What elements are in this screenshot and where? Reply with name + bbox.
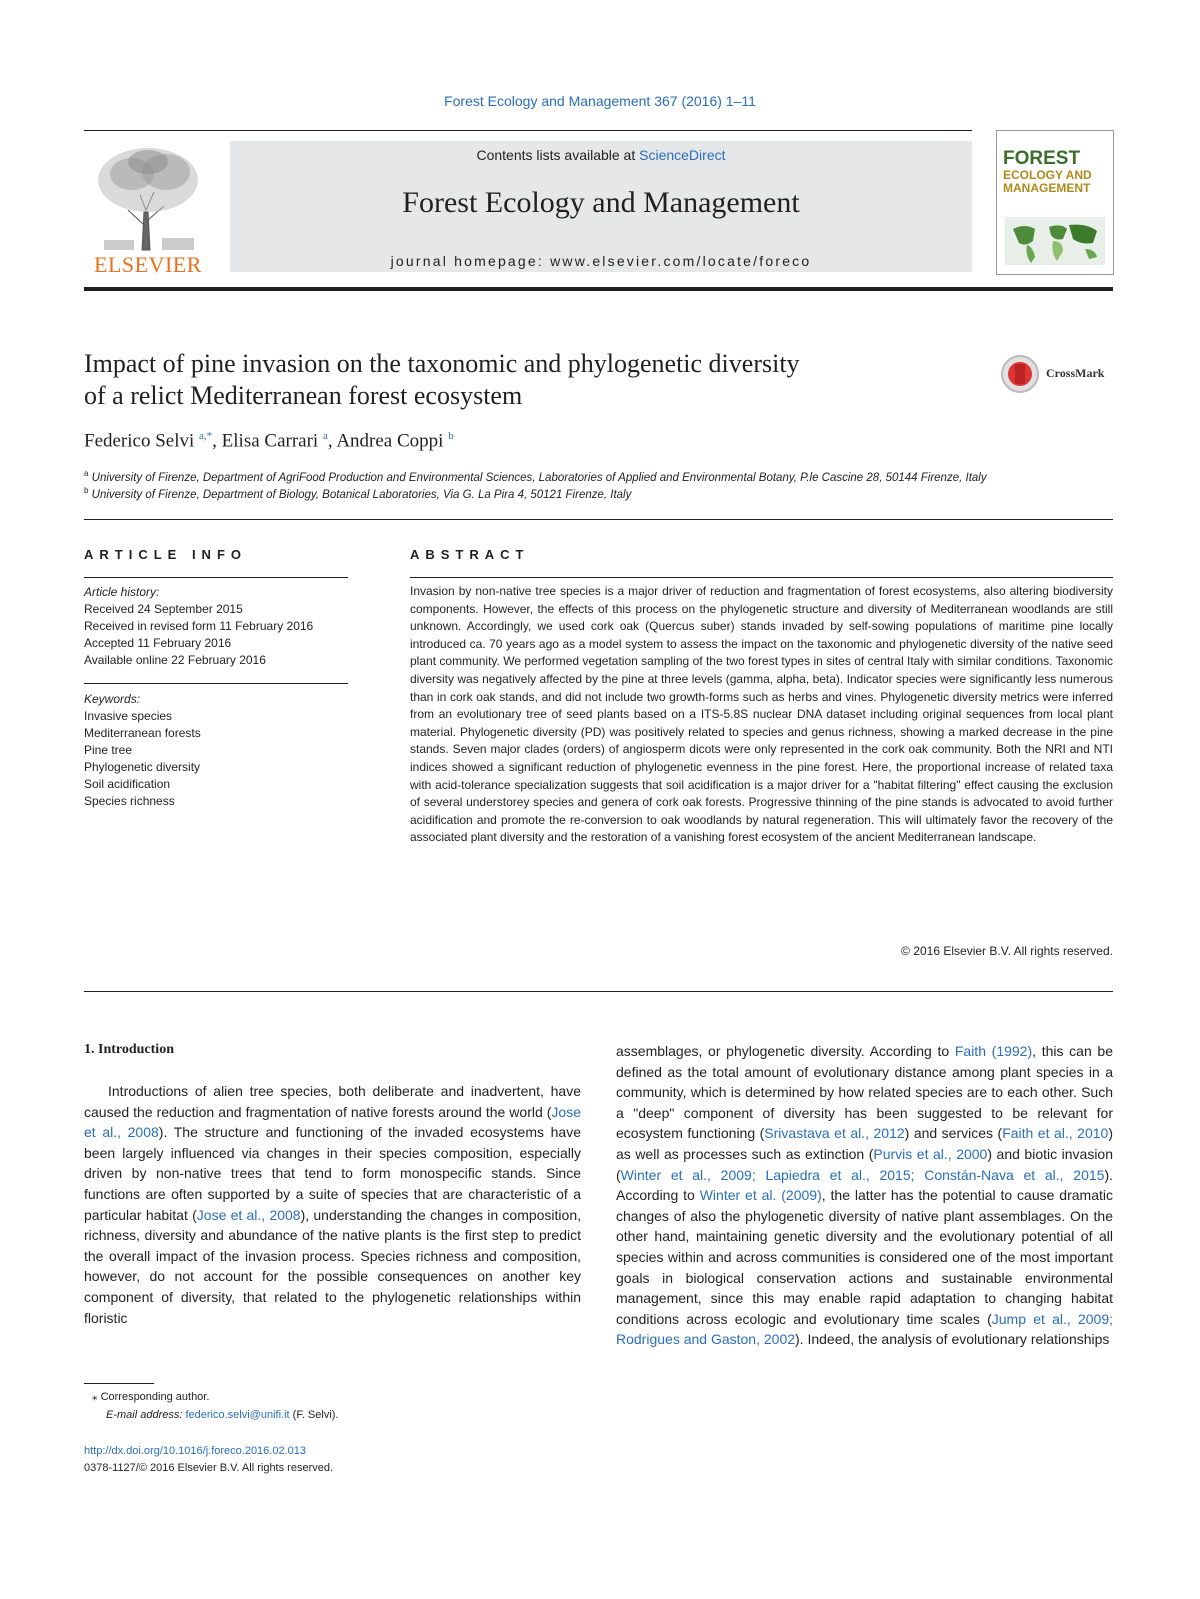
doi-link[interactable]: http://dx.doi.org/10.1016/j.foreco.2016.02.013 (84, 1445, 306, 1457)
citation-link[interactable]: Jose et al., 2008 (84, 1103, 581, 1141)
author-affiliation-marker[interactable]: a (322, 430, 328, 442)
affiliation-a-text: University of Firenze, Department of AgriFood Production and Environmental Sciences, Laboratories of Applied and Environmental Botany, P.le Cascine 28, 50144 Firenze, Italy (91, 471, 987, 484)
journal-cover-thumbnail[interactable] (996, 130, 1114, 275)
corresponding-mark: ⁎ (92, 1391, 98, 1403)
affiliation-b-marker: b (84, 486, 89, 495)
citation-link[interactable]: Winter et al., 2009; Lapiedra et al., 2015; Constán-Nava et al., 2015 (620, 1166, 1105, 1183)
introduction-heading: 1. Introduction (84, 1042, 174, 1057)
body-text: ). Indeed, the analysis of evolutionary relationships (795, 1331, 1110, 1348)
article-title (84, 348, 964, 412)
affiliations-rule (84, 519, 1113, 520)
citation-link[interactable]: Srivastava et al., 2012 (764, 1125, 905, 1142)
body-text: ). The structure and functioning of the invaded ecosystems have been largely influenced via changes in their species composition, especially driven by non-native trees that tend to form monospecific stands. Since functions are often supported by a suite of species that are characteristic of a particular habitat ( (84, 1124, 581, 1223)
author-affiliation-marker[interactable]: b (448, 430, 454, 442)
email-note (106, 1407, 339, 1424)
citation-link[interactable]: Faith (1992) (954, 1043, 1033, 1059)
abstract-heading: ABSTRACT (410, 547, 530, 562)
crossmark-badge[interactable] (1000, 354, 1118, 394)
citation-link[interactable]: Jump et al., 2009; Rodrigues and Gaston, 2002 (616, 1310, 1113, 1348)
citation-link[interactable]: Winter et al. (2009) (699, 1187, 822, 1204)
author-separator: , (327, 430, 337, 452)
author-separator: , (212, 430, 222, 452)
keywords-rule (84, 683, 348, 684)
keyword-item: Mediterranean forests (84, 726, 201, 740)
keyword-item: Soil acidification (84, 777, 171, 791)
history-revised: Received in revised form 11 February 2016 (84, 619, 314, 633)
article-history-label: Article history: (84, 585, 160, 599)
affiliation-a (84, 469, 987, 484)
email-suffix: (F. Selvi). (289, 1409, 339, 1421)
author-name: Andrea Coppi (336, 430, 449, 452)
introduction-column-2 (616, 1041, 1113, 1350)
contents-prefix: Contents lists available at (476, 147, 640, 163)
sciencedirect-link[interactable]: ScienceDirect (639, 147, 726, 163)
author-name: Federico Selvi (84, 430, 200, 452)
citation-link[interactable]: Jose et al., 2008 (196, 1206, 301, 1223)
body-text: , this can be defined as the total amount of evolutionary distance among plant species in a community, which is determined by how related species are to each other. Such a "deep" component of diversity has been suggested to be relevant for ecosystem functioning ( (616, 1043, 1113, 1142)
abstract-text: Invasion by non-native tree species is a major driver of reduction and fragmentation of forest ecosystems, also altering biodiversity components. However, the effects of this process on the phylogenetic structure and diversity of Mediterranean woodlands are still unknown. Accordingly, we used cork oak (Quercus suber) stands invaded by self-sowing populations of maritime pine locally introduced ca. 70 years ago as a model system to assess the impact on the taxonomic and phylogenetic diversity of the native seed plant community. We performed vegetation sampling of the two forest types in sites of central Italy with similar conditions. Taxonomic diversity was negatively affected by the pine at three levels (gamma, alpha, beta). Indicator species were significantly less numerous than in cork oak stands, and did not include two growth-forms such as herbs and vines. Phylogenetic diversity metrics were inferred from an evolutionary tree of seed plants based on a ITS-5.8S nuclear DNA dataset including original sequences from local plant material. Phylogenetic diversity (PD) was positively related to species and genus richness, showing a marked decrease in the pine stands. Seven major clades (orders) of angiosperm dicots were only represented in the cork oak community. Both the NRI and NTI indices showed a significant reduction of phylogenetic evenness in the pine forest. Here, the proportional increase of related taxa with acid-tolerance specialization suggests that soil acidification is a major driver for a "habitat filtering" effect causing the exclusion of several understorey species and genera of cork oak forests. Progressive thinning of the pine stands is advocated to avoid further acidification and promote the re-conversion to oak woodlands by natural regeneration. This will ultimately favor the recovery of the associated plant diversity and the restoration of a vanishing forest ecosystem of the ancient Mediterranean landscape. (410, 584, 1113, 845)
corresponding-author-note (92, 1389, 209, 1406)
article-title-line-2: of a relict Mediterranean forest ecosystem (84, 381, 523, 410)
keyword-item: Pine tree (84, 743, 133, 757)
article-info-rule (84, 577, 348, 578)
affiliation-b (84, 486, 631, 501)
header-top-rule (84, 130, 972, 131)
email-label: E-mail address: (106, 1409, 186, 1421)
abstract-rule (410, 577, 1113, 578)
affiliation-a-marker: a (84, 469, 89, 478)
author-affiliation-marker[interactable]: a,* (199, 430, 213, 442)
article-title-line-1: Impact of pine invasion on the taxonomic and phylogenetic diversity (84, 349, 800, 378)
history-received: Received 24 September 2015 (84, 602, 243, 616)
cover-title-line-3: MANAGEMENT (1003, 181, 1091, 195)
header-bottom-rule (84, 287, 1113, 291)
history-online: Available online 22 February 2016 (84, 653, 266, 667)
abstract-copyright: © 2016 Elsevier B.V. All rights reserved. (901, 944, 1113, 958)
issn-copyright: 0378-1127/© 2016 Elsevier B.V. All rights reserved. (84, 1462, 334, 1474)
author-name: Elisa Carrari (221, 430, 323, 452)
body-text: , the latter has the potential to cause dramatic changes of also the phylogenetic diversity of native plant assemblages. On the other hand, maintaining genetic diversity and the evolutionary potential of all species within and across communities is considered one of the most important goals in biological conservation actions and sustainable environmental management, since this may enable rapid adaptation to changing habitat conditions across ecologic and evolutionary time scales ( (616, 1187, 1113, 1327)
cover-title-line-2: ECOLOGY AND (1003, 168, 1092, 182)
body-text: ). According to (616, 1166, 1113, 1204)
cover-title-line-1: FOREST (1003, 148, 1081, 169)
keyword-item: Species richness (84, 794, 175, 808)
footnote-rule (84, 1383, 154, 1384)
body-text: ) as well as processes such as extinction ( (616, 1125, 1113, 1162)
citation-link[interactable]: Purvis et al., 2000 (873, 1145, 988, 1162)
journal-title: Forest Ecology and Management (402, 186, 800, 219)
body-text: assemblages, or phylogenetic diversity. According to (616, 1043, 955, 1059)
corresponding-author-label: Corresponding author. (100, 1391, 210, 1403)
keyword-item: Invasive species (84, 709, 173, 723)
crossmark-icon (1000, 354, 1040, 394)
introduction-column-1 (84, 1081, 581, 1328)
cover-title (1003, 149, 1092, 195)
affiliation-b-text: University of Firenze, Department of Biology, Botanical Laboratories, Via G. La Pira 4, 50121 Firenze, Italy (91, 488, 632, 501)
author-list (84, 430, 454, 452)
journal-citation[interactable]: Forest Ecology and Management 367 (2016) 1–11 (444, 93, 756, 109)
body-text: ), understanding the changes in composition, richness, diversity and abundance of the native plants is the first step to predict the overall impact of the invasion process. Species richness and composition, however, do not account for the possible consequences on another key component of diversity, that related to the phylogenetic relationships within floristic (84, 1206, 581, 1326)
contents-available (230, 147, 972, 163)
cover-world-map-icon (1005, 217, 1105, 265)
body-text: Introductions of alien tree species, both deliberate and inadvertent, have caused the reduction and fragmentation of native forests around the world ( (84, 1083, 581, 1120)
body-text: ) and services ( (904, 1125, 1003, 1142)
elsevier-wordmark: ELSEVIER (94, 252, 202, 277)
journal-homepage[interactable]: journal homepage: www.elsevier.com/locate/foreco (390, 253, 812, 269)
crossmark-label: CrossMark (1046, 366, 1105, 380)
body-text: ) and biotic invasion ( (616, 1145, 1113, 1183)
article-info-heading: ARTICLE INFO (84, 547, 247, 562)
keywords (84, 691, 348, 810)
history-accepted: Accepted 11 February 2016 (84, 636, 232, 650)
email-link[interactable]: federico.selvi@unifi.it (185, 1409, 290, 1421)
keywords-label: Keywords: (84, 692, 141, 706)
citation-link[interactable]: Faith et al., 2010 (1002, 1125, 1109, 1142)
keyword-item: Phylogenetic diversity (84, 760, 201, 774)
abstract-bottom-rule (84, 991, 1113, 992)
article-history (84, 584, 348, 669)
